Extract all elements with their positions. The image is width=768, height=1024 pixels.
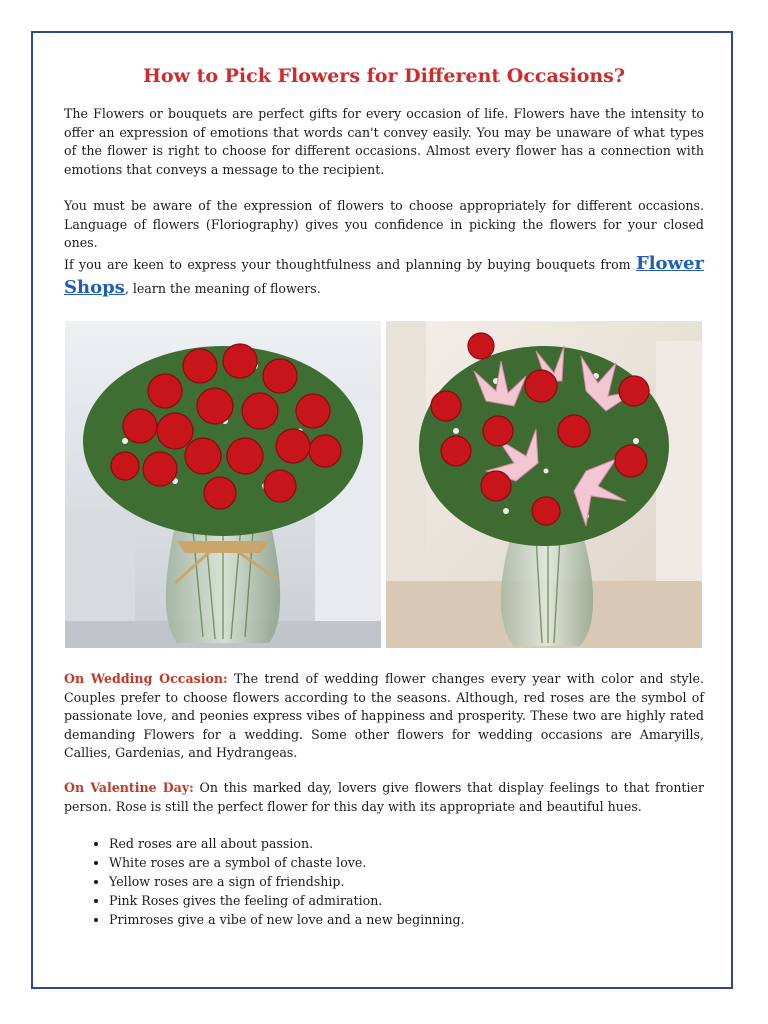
wedding-occasion-paragraph — [64, 670, 704, 763]
paragraph-text: If you are keen to express your thoughtfulness and planning by buying bouquets from — [64, 257, 636, 272]
wedding-occasion-label: On Wedding Occasion: — [64, 671, 228, 686]
list-item: • White roses are a symbol of chaste love. — [109, 853, 704, 872]
list-item: • Pink Roses gives the feeling of admiration. — [109, 891, 704, 910]
paragraph-text: , learn the meaning of flowers. — [124, 281, 321, 296]
rose-meanings-list — [64, 834, 704, 929]
list-item: • Primroses give a vibe of new love and a new beginning. — [109, 910, 704, 929]
flower-shops-link[interactable]: Flower Shops — [64, 253, 704, 298]
valentine-day-label: On Valentine Day: — [64, 780, 194, 795]
list-item: • Red roses are all about passion. — [109, 834, 704, 853]
red-roses-bouquet-photo — [65, 321, 381, 648]
flower-shops-paragraph — [64, 252, 704, 300]
roses-and-lilies-bouquet-photo — [386, 321, 702, 648]
valentine-day-paragraph — [64, 779, 704, 816]
floriography-paragraph: You must be aware of the expression of flowers to choose appropriately for different occasions. Language of flowers (Floriography) gives you confidence in picking the flowers for your closed ones. — [64, 198, 704, 250]
intro-paragraph: The Flowers or bouquets are perfect gifts for every occasion of life. Flowers have the intensity to offer an expression of emotions that words can't convey easily. You may be unaware of what types of the flower is right to choose for different occasions. Almost every flower has a connection with emotions that conveys a message to the recipient. — [64, 106, 704, 177]
list-item: • Yellow roses are a sign of friendship. — [109, 872, 704, 891]
paragraph-text: The trend of wedding flower changes every year with color and style. Couples prefer to choose flowers according to the seasons. Although, red roses are the symbol of passionate love, and peonies express vibes of happiness and prosperity. These two are highly rated demanding Flowers for a wedding. Some other flowers for wedding occasions are Amaryills, Callies, Gardenias, and Hydrangeas. — [64, 671, 704, 760]
page-title: How to Pick Flowers for Different Occasions? — [142, 65, 626, 87]
paragraph-text: On this marked day, lovers give flowers that display feelings to that frontier person. Rose is still the perfect flower for this day with its appropriate and beautiful hues. — [64, 780, 704, 814]
